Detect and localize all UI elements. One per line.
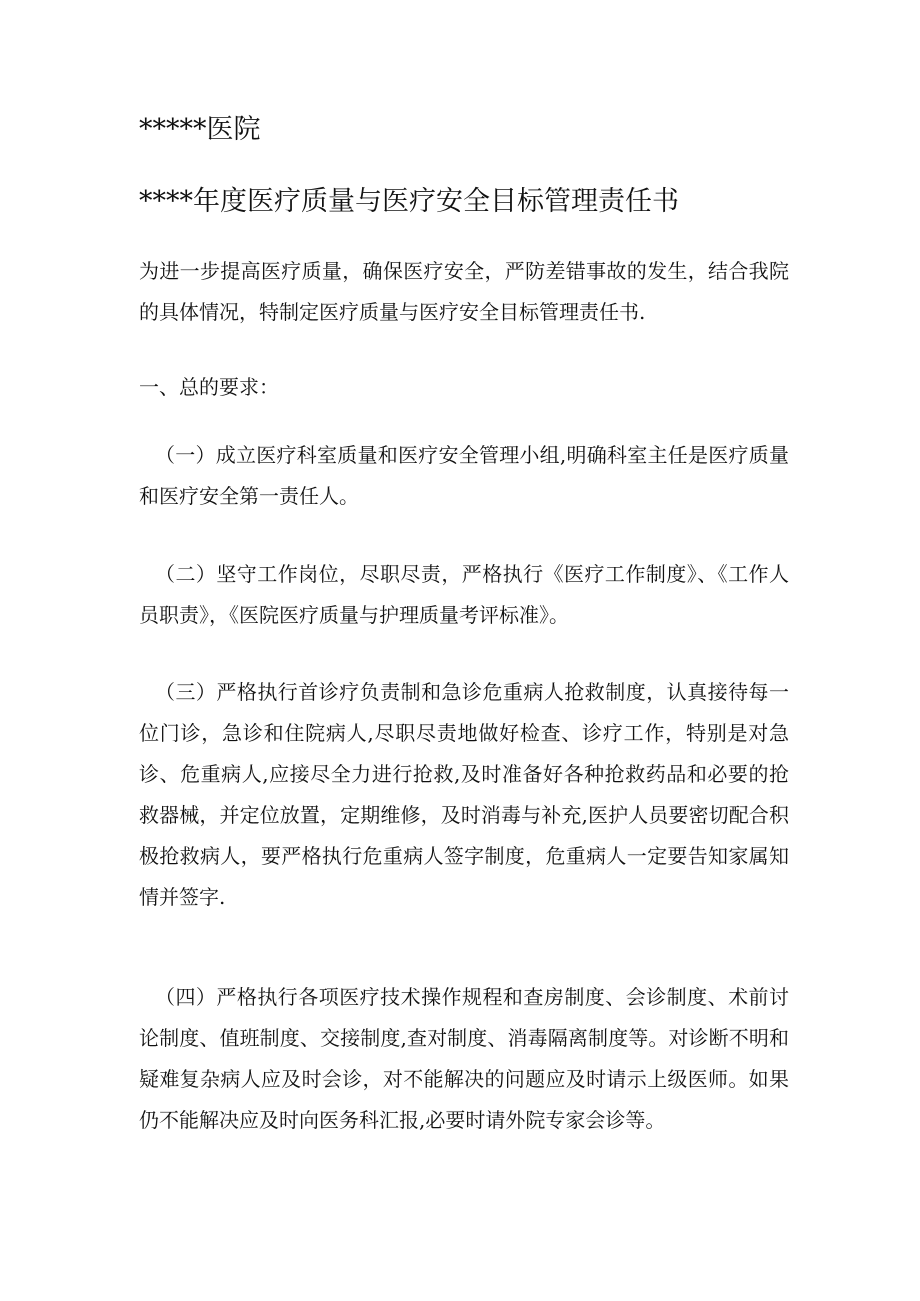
requirement-item-1: （一）成立医疗科室质量和医疗安全管理小组,明确科室主任是医疗质量和医疗安全第一责任人。 [139, 443, 789, 508]
document-title: ****年度医疗质量与医疗安全目标管理责任书 [139, 186, 679, 217]
hospital-name: *****医院 [139, 114, 261, 145]
requirement-item-4: （四）严格执行各项医疗技术操作规程和查房制度、会诊制度、术前讨论制度、值班制度、交接制度,查对制度、消毒隔离制度等。对诊断不明和疑难复杂病人应及时会诊，对不能解决的问题应及时请示上级医师。如果仍不能解决应及时向医务科汇报,必要时请外院专家会诊等。 [139, 985, 789, 1132]
requirement-item-2: （二）坚守工作岗位，尽职尽责，严格执行《医疗工作制度》、《工作人员职责》，《医院医疗质量与护理质量考评标准》。 [139, 562, 789, 627]
section-heading-general-requirements: 一、总的要求： [139, 375, 279, 399]
intro-paragraph: 为进一步提高医疗质量，确保医疗安全，严防差错事故的发生，结合我院的具体情况，特制定医疗质量与医疗安全目标管理责任书. [139, 259, 789, 324]
requirement-item-3: （三）严格执行首诊疗负责制和急诊危重病人抢救制度，认真接待每一位门诊，急诊和住院病人,尽职尽责地做好检查、诊疗工作，特别是对急诊、危重病人,应接尽全力进行抢救,及时准备好各种抢救药品和必要的抢救器械，并定位放置，定期维修，及时消毒与补充,医护人员要密切配合积极抢救病人，要严格执行危重病人签字制度，危重病人一定要告知家属知情并签字. [139, 680, 789, 909]
